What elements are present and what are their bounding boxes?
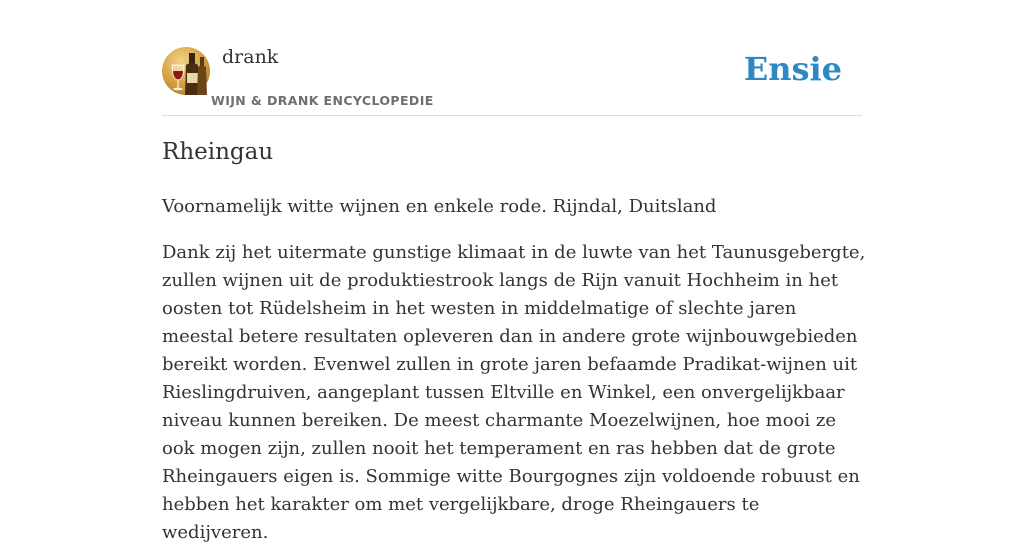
header [162,0,862,116]
article-body: Dank zij het uitermate gunstige klimaat in de luwte van het Taunusgebergte, zullen wijnen uit de produktiestrook langs de Rijn vanuit Hochheim in het oosten tot Rüdelsheim in het westen in middelmatige of slechte jaren meestal betere resultaten opleveren dan in andere grote wijnbouwgebieden bereikt worden. Evenwel zullen in grote jaren befaamde Pradikat-wijnen uit Rieslingdruiven, aangeplant tussen Eltville en Winkel, een onvergelijkbaar niveau kunnen bereiken. De meest charmante Moezelwijnen, hoe mooi ze ook mogen zijn, zullen nooit het temperament en ras hebben dat de grote Rheingauers eigen is. Sommige witte Bourgognes zijn voldoende robuust en hebben het karakter om met vergelijkbare, droge Rheingauers te wedijveren. [162,242,866,543]
category-label[interactable]: drank [222,46,279,68]
article-title: Rheingau [162,139,274,165]
encyclopedia-subtitle: WIJN & DRANK ENCYCLOPEDIE [211,93,434,108]
article-lead: Voornamelijk witte wijnen en enkele rode. Rijndal, Duitsland [162,196,717,217]
brand-logo[interactable]: Ensie [743,50,842,88]
wine-bottle-glass-icon[interactable] [162,47,210,95]
